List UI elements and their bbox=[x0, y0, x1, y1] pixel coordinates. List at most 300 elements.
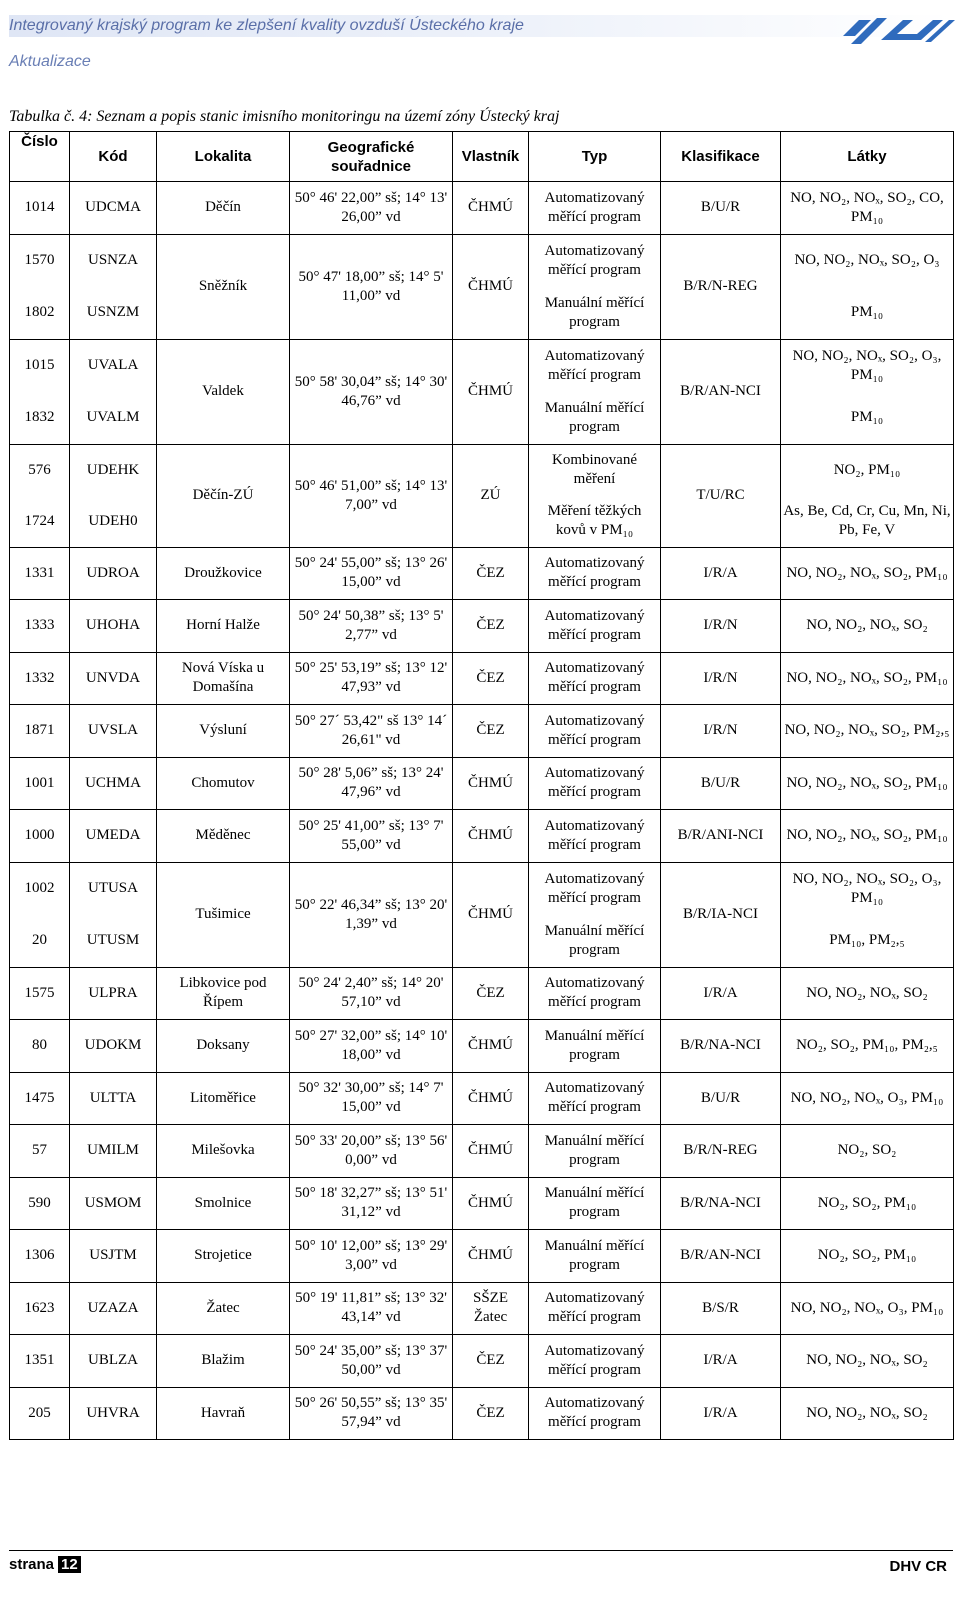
cell-lokalita-text: Smolnice bbox=[194, 1194, 252, 1211]
cell-latky bbox=[781, 967, 954, 1020]
table-row bbox=[10, 810, 954, 863]
cell-vlastnik bbox=[453, 1335, 529, 1388]
cell-lokalita-text: Chomutov bbox=[191, 774, 255, 791]
cell-souradnice bbox=[290, 652, 453, 705]
cell-vlastnik bbox=[453, 182, 529, 235]
cell-lokalita bbox=[157, 1125, 290, 1178]
cell-souradnice bbox=[290, 1125, 453, 1178]
cell-lokalita bbox=[157, 600, 290, 653]
footer-company: DHV CR bbox=[889, 1558, 947, 1575]
cell-klasifikace bbox=[661, 967, 781, 1020]
cell-souradnice-text: 50° 19' 11,81” sš; 13° 32' 43,14” vd bbox=[295, 1290, 447, 1326]
cell-lokalita-text: Havraň bbox=[200, 1404, 246, 1421]
cell-lokalita-text: Tušimice bbox=[195, 906, 251, 922]
cell-kod-text: UHOHA bbox=[85, 617, 141, 634]
cell-souradnice bbox=[290, 1387, 453, 1440]
cell-vlastnik bbox=[453, 1177, 529, 1230]
cell-lokalita bbox=[157, 652, 290, 705]
cell-latky bbox=[781, 182, 954, 235]
cell-vlastnik bbox=[453, 1125, 529, 1178]
cell-lokalita-text: Sněžník bbox=[198, 278, 248, 294]
cell-lokalita bbox=[157, 339, 290, 444]
cell-lokalita bbox=[157, 234, 290, 339]
cell-latky-part: PM₁₀, PM₂,₅ bbox=[829, 932, 905, 948]
cell-kod-text: UMEDA bbox=[85, 827, 141, 844]
col-header-souradnice: Geografické souřadnice bbox=[290, 132, 453, 182]
cell-vlastnik-text: ČHMÚ bbox=[467, 1247, 513, 1264]
cell-kod bbox=[70, 1020, 157, 1073]
cell-latky bbox=[781, 234, 954, 339]
cell-kod bbox=[70, 1125, 157, 1178]
cell-cislo bbox=[10, 339, 70, 444]
cell-klasifikace bbox=[661, 1335, 781, 1388]
cell-kod bbox=[70, 705, 157, 758]
cell-souradnice bbox=[290, 1177, 453, 1230]
table-row bbox=[10, 967, 954, 1020]
cell-typ-text: Automatizovaný měřící program bbox=[544, 975, 645, 1011]
cell-souradnice bbox=[290, 1230, 453, 1283]
table-row bbox=[10, 182, 954, 235]
col-header-kod: Kód bbox=[70, 132, 157, 182]
table-row bbox=[10, 757, 954, 810]
cell-kod bbox=[70, 547, 157, 600]
cell-klasifikace bbox=[661, 1230, 781, 1283]
cell-kod-text: UVSLA bbox=[87, 722, 138, 739]
cell-kod-part: UDEHK bbox=[86, 461, 140, 478]
table-row bbox=[10, 862, 954, 967]
cell-kod bbox=[70, 444, 157, 547]
cell-typ bbox=[529, 705, 661, 758]
cell-lokalita bbox=[157, 705, 290, 758]
cell-klasifikace bbox=[661, 1072, 781, 1125]
cell-cislo-text: 1306 bbox=[24, 1247, 55, 1264]
cell-klasifikace bbox=[661, 1387, 781, 1440]
cell-lokalita bbox=[157, 757, 290, 810]
cell-lokalita-text: Strojetice bbox=[194, 1247, 252, 1264]
cell-kod-part: UTUSM bbox=[86, 932, 140, 948]
cell-vlastnik bbox=[453, 234, 529, 339]
cell-vlastnik-text: ČHMÚ bbox=[467, 1037, 513, 1054]
cell-klasifikace-text: I/R/A bbox=[703, 1352, 738, 1369]
cell-lokalita-text: Doksany bbox=[196, 1037, 250, 1054]
cell-cislo-part: 1832 bbox=[24, 409, 55, 425]
cell-typ-part: Manuální měřící program bbox=[544, 294, 645, 330]
cell-latky bbox=[781, 1072, 954, 1125]
cell-latky bbox=[781, 705, 954, 758]
cell-latky bbox=[781, 1335, 954, 1388]
cell-vlastnik bbox=[453, 600, 529, 653]
cell-vlastnik bbox=[453, 547, 529, 600]
cell-souradnice bbox=[290, 810, 453, 863]
cell-souradnice bbox=[290, 182, 453, 235]
cell-typ-part: Manuální měřící program bbox=[544, 922, 645, 958]
table-caption: Tabulka č. 4: Seznam a popis stanic imisního monitoringu na území zóny Ústecký kraj bbox=[9, 108, 560, 125]
cell-latky-text: NO, NO₂, NOₓ, SO₂ bbox=[806, 1404, 928, 1421]
table-row bbox=[10, 339, 954, 444]
cell-kod-text: UHVRA bbox=[86, 1404, 140, 1421]
cell-lokalita-text: Děčín bbox=[205, 199, 241, 216]
cell-klasifikace-text: B/R/ANI-NCI bbox=[677, 827, 764, 844]
table-row bbox=[10, 1177, 954, 1230]
cell-cislo-part: 1002 bbox=[24, 880, 55, 896]
cell-lokalita bbox=[157, 1020, 290, 1073]
cell-klasifikace-text: B/R/NA-NCI bbox=[680, 1194, 761, 1211]
cell-latky-text: NO, NO₂, NOₓ, SO₂, PM₁₀ bbox=[786, 564, 948, 581]
cell-vlastnik-text: ČHMÚ bbox=[467, 199, 513, 216]
page-indicator bbox=[9, 1556, 81, 1573]
cell-cislo-part: 1570 bbox=[24, 252, 55, 268]
cell-kod-text: UCHMA bbox=[85, 774, 141, 791]
dhv-logo bbox=[837, 14, 957, 48]
cell-lokalita bbox=[157, 967, 290, 1020]
cell-souradnice-text: 50° 33' 20,00” sš; 13° 56' 0,00” vd bbox=[294, 1132, 448, 1168]
cell-vlastnik-text: ČEZ bbox=[476, 564, 505, 581]
cell-typ-text: Automatizovaný měřící program bbox=[544, 1342, 645, 1378]
cell-typ bbox=[529, 757, 661, 810]
cell-cislo bbox=[10, 1020, 70, 1073]
cell-cislo bbox=[10, 967, 70, 1020]
cell-souradnice bbox=[290, 705, 453, 758]
cell-kod-part: USNZM bbox=[86, 304, 140, 320]
cell-typ bbox=[529, 1282, 661, 1335]
cell-vlastnik-text: ČHMÚ bbox=[467, 906, 513, 922]
cell-typ-text: Automatizovaný měřící program bbox=[544, 660, 645, 696]
cell-typ bbox=[529, 1230, 661, 1283]
cell-typ-part: Manuální měřící program bbox=[544, 399, 645, 435]
cell-latky bbox=[781, 757, 954, 810]
cell-typ-text: Automatizovaný měřící program bbox=[544, 555, 645, 591]
cell-kod bbox=[70, 1177, 157, 1230]
cell-typ-text: Manuální měřící program bbox=[544, 1027, 645, 1063]
cell-kod bbox=[70, 234, 157, 339]
cell-cislo bbox=[10, 1282, 70, 1335]
cell-vlastnik-text: ČHMÚ bbox=[467, 383, 513, 399]
cell-typ-part: Automatizovaný měřící program bbox=[544, 242, 645, 278]
cell-lokalita-text: Měděnec bbox=[195, 827, 251, 844]
cell-typ-part: Automatizovaný měřící program bbox=[544, 347, 645, 383]
cell-typ-text: Manuální měřící program bbox=[544, 1237, 645, 1273]
cell-souradnice-text: 50° 10' 12,00” sš; 13° 29' 3,00” vd bbox=[294, 1237, 448, 1273]
cell-klasifikace-text: I/R/N bbox=[703, 669, 738, 686]
cell-cislo-text: 1000 bbox=[24, 827, 55, 844]
cell-lokalita bbox=[157, 1230, 290, 1283]
cell-latky-text: NO, NO₂, NOₓ, O₃, PM₁₀ bbox=[790, 1299, 944, 1316]
cell-souradnice-text: 50° 27´ 53,42" sš 13° 14´ 26,61" vd bbox=[294, 712, 448, 748]
cell-vlastnik-text: ZÚ bbox=[480, 487, 501, 503]
cell-souradnice bbox=[290, 339, 453, 444]
cell-lokalita bbox=[157, 810, 290, 863]
cell-souradnice bbox=[290, 234, 453, 339]
cell-cislo-text: 1871 bbox=[24, 722, 55, 739]
cell-vlastnik-text: ČHMÚ bbox=[467, 1142, 513, 1159]
cell-kod bbox=[70, 810, 157, 863]
cell-vlastnik bbox=[453, 757, 529, 810]
cell-souradnice-text: 50° 47' 18,00” sš; 14° 5' 11,00” vd bbox=[298, 268, 444, 304]
cell-typ bbox=[529, 1072, 661, 1125]
cell-typ bbox=[529, 810, 661, 863]
table-row bbox=[10, 1282, 954, 1335]
cell-latky-text: NO, NO₂, NOₓ, SO₂, CO, PM₁₀ bbox=[790, 189, 944, 225]
cell-souradnice bbox=[290, 1072, 453, 1125]
cell-latky-text: NO, NO₂, NOₓ, SO₂, PM₁₀ bbox=[786, 827, 948, 844]
cell-cislo-part: 1802 bbox=[24, 304, 55, 320]
cell-latky-part: As, Be, Cd, Cr, Cu, Mn, Ni, Pb, Fe, V bbox=[783, 503, 951, 538]
cell-cislo bbox=[10, 1230, 70, 1283]
cell-kod-part: UDEH0 bbox=[88, 512, 138, 529]
cell-vlastnik bbox=[453, 339, 529, 444]
cell-cislo-text: 1575 bbox=[24, 984, 55, 1001]
cell-vlastnik-text: ČEZ bbox=[476, 984, 505, 1001]
cell-souradnice-text: 50° 46' 51,00” sš; 14° 13' 7,00” vd bbox=[294, 477, 448, 513]
cell-latky bbox=[781, 1282, 954, 1335]
cell-cislo-text: 1351 bbox=[24, 1352, 55, 1369]
cell-souradnice bbox=[290, 1335, 453, 1388]
cell-klasifikace bbox=[661, 1177, 781, 1230]
cell-latky bbox=[781, 444, 954, 547]
cell-lokalita bbox=[157, 862, 290, 967]
cell-vlastnik-text: ČEZ bbox=[476, 669, 505, 686]
cell-typ-part: Kombinované měření bbox=[552, 452, 637, 487]
cell-klasifikace bbox=[661, 705, 781, 758]
cell-cislo bbox=[10, 862, 70, 967]
cell-kod bbox=[70, 339, 157, 444]
cell-vlastnik-text: ČEZ bbox=[476, 617, 505, 634]
cell-vlastnik-text: ČEZ bbox=[476, 722, 505, 739]
cell-cislo bbox=[10, 705, 70, 758]
cell-latky-text: NO₂, SO₂, PM₁₀ bbox=[817, 1194, 917, 1211]
cell-vlastnik-text: ČHMÚ bbox=[467, 1089, 513, 1106]
cell-lokalita bbox=[157, 444, 290, 547]
cell-cislo bbox=[10, 810, 70, 863]
cell-lokalita-text: Libkovice pod Řípem bbox=[179, 975, 267, 1011]
cell-souradnice-text: 50° 27' 32,00” sš; 14° 10' 18,00” vd bbox=[294, 1027, 448, 1063]
header-title: Integrovaný krajský program ke zlepšení kvality ovzduší Ústeckého kraje bbox=[9, 17, 524, 34]
cell-cislo-part: 1724 bbox=[24, 512, 55, 529]
cell-klasifikace-text: I/R/A bbox=[703, 984, 738, 1001]
cell-latky bbox=[781, 547, 954, 600]
cell-souradnice-text: 50° 18' 32,27” sš; 13° 51' 31,12” vd bbox=[294, 1185, 448, 1221]
cell-kod-text: ULTTA bbox=[89, 1089, 137, 1106]
cell-kod-text: USJTM bbox=[89, 1247, 137, 1264]
cell-typ bbox=[529, 1125, 661, 1178]
cell-klasifikace bbox=[661, 1282, 781, 1335]
cell-klasifikace-text: B/U/R bbox=[700, 774, 741, 791]
cell-souradnice bbox=[290, 967, 453, 1020]
cell-latky bbox=[781, 652, 954, 705]
cell-cislo-text: 57 bbox=[32, 1142, 47, 1159]
cell-typ-text: Automatizovaný měřící program bbox=[544, 1080, 645, 1116]
cell-latky bbox=[781, 1125, 954, 1178]
cell-klasifikace-text: B/R/NA-NCI bbox=[680, 1037, 761, 1054]
cell-klasifikace-text: B/U/R bbox=[700, 199, 741, 216]
cell-latky-text: NO, NO₂, NOₓ, O₃, PM₁₀ bbox=[790, 1089, 944, 1106]
cell-typ bbox=[529, 967, 661, 1020]
col-header-typ: Typ bbox=[529, 132, 661, 182]
cell-souradnice bbox=[290, 444, 453, 547]
cell-souradnice-text: 50° 46' 22,00” sš; 14° 13' 26,00” vd bbox=[294, 189, 448, 225]
cell-cislo bbox=[10, 1335, 70, 1388]
cell-typ-text: Automatizovaný měřící program bbox=[544, 607, 645, 643]
cell-cislo-part: 576 bbox=[28, 461, 51, 478]
cell-kod-text: UMILM bbox=[87, 1142, 139, 1159]
cell-vlastnik-text: SŠZE Žatec bbox=[472, 1290, 508, 1326]
cell-kod-text: UNVDA bbox=[85, 669, 141, 686]
cell-kod-text: UBLZA bbox=[88, 1352, 138, 1369]
cell-souradnice-text: 50° 22' 46,34” sš; 13° 20' 1,39” vd bbox=[294, 896, 448, 932]
cell-cislo bbox=[10, 600, 70, 653]
cell-latky-part: NO, NO₂, NOₓ, SO₂, O₃, PM₁₀ bbox=[792, 347, 942, 383]
cell-klasifikace bbox=[661, 1125, 781, 1178]
table-row bbox=[10, 1230, 954, 1283]
cell-klasifikace bbox=[661, 234, 781, 339]
cell-klasifikace-text: B/R/N-REG bbox=[683, 1142, 758, 1159]
cell-klasifikace bbox=[661, 1020, 781, 1073]
cell-kod-text: UDROA bbox=[86, 564, 140, 581]
cell-typ bbox=[529, 547, 661, 600]
cell-souradnice bbox=[290, 757, 453, 810]
cell-souradnice-text: 50° 25' 41,00” sš; 13° 7' 55,00” vd bbox=[298, 817, 444, 853]
cell-kod bbox=[70, 652, 157, 705]
cell-typ-text: Automatizovaný měřící program bbox=[544, 817, 645, 853]
cell-souradnice bbox=[290, 547, 453, 600]
cell-souradnice-text: 50° 58' 30,04” sš; 14° 30' 46,76” vd bbox=[294, 373, 448, 409]
cell-kod-text: ULPRA bbox=[88, 984, 138, 1001]
cell-klasifikace-text: B/R/AN-NCI bbox=[680, 1247, 761, 1264]
cell-kod bbox=[70, 967, 157, 1020]
cell-cislo-part: 1015 bbox=[24, 357, 55, 373]
cell-lokalita-text: Horní Halže bbox=[186, 617, 260, 634]
page-number: 12 bbox=[58, 1556, 81, 1573]
cell-latky bbox=[781, 810, 954, 863]
cell-cislo bbox=[10, 182, 70, 235]
cell-kod bbox=[70, 182, 157, 235]
cell-cislo bbox=[10, 1387, 70, 1440]
cell-cislo bbox=[10, 757, 70, 810]
cell-souradnice-text: 50° 24' 2,40” sš; 14° 20' 57,10” vd bbox=[298, 975, 444, 1011]
cell-latky-text: NO, NO₂, NOₓ, SO₂ bbox=[806, 1352, 928, 1369]
cell-klasifikace-text: I/R/A bbox=[703, 564, 738, 581]
cell-typ-text: Automatizovaný měřící program bbox=[544, 712, 645, 748]
cell-lokalita-text: Děčín-ZÚ bbox=[192, 487, 254, 503]
cell-typ bbox=[529, 1387, 661, 1440]
cell-typ bbox=[529, 339, 661, 444]
cell-cislo-text: 1014 bbox=[24, 199, 55, 216]
cell-lokalita-text: Blažim bbox=[201, 1352, 245, 1369]
cell-kod bbox=[70, 757, 157, 810]
cell-kod bbox=[70, 1282, 157, 1335]
cell-cislo-text: 1001 bbox=[24, 774, 55, 791]
cell-latky-text: NO₂, SO₂, PM₁₀, PM₂,₅ bbox=[796, 1037, 938, 1054]
cell-latky-part: NO, NO₂, NOₓ, SO₂, O₃, PM₁₀ bbox=[792, 870, 942, 906]
cell-typ bbox=[529, 1335, 661, 1388]
cell-latky bbox=[781, 862, 954, 967]
cell-typ-part: Měření těžkých kovů v PM₁₀ bbox=[547, 503, 642, 538]
cell-souradnice-text: 50° 25' 53,19” sš; 13° 12' 47,93” vd bbox=[294, 660, 448, 696]
cell-latky-part: NO, NO₂, NOₓ, SO₂, O₃ bbox=[794, 252, 940, 268]
cell-lokalita bbox=[157, 1387, 290, 1440]
cell-kod-part: USNZA bbox=[87, 252, 138, 268]
cell-kod-part: UTUSA bbox=[87, 880, 138, 896]
table-row bbox=[10, 652, 954, 705]
cell-cislo-text: 1331 bbox=[24, 564, 55, 581]
cell-latky-text: NO, NO₂, NOₓ, SO₂, PM₁₀ bbox=[786, 669, 948, 686]
cell-souradnice bbox=[290, 1020, 453, 1073]
cell-klasifikace-text: I/R/A bbox=[703, 1404, 738, 1421]
cell-kod-text: UZAZA bbox=[87, 1299, 139, 1316]
cell-typ bbox=[529, 444, 661, 547]
cell-latky-text: NO₂, SO₂, PM₁₀ bbox=[817, 1247, 917, 1264]
cell-typ-part: Automatizovaný měřící program bbox=[544, 870, 645, 906]
cell-lokalita bbox=[157, 1177, 290, 1230]
cell-lokalita-text: Výsluní bbox=[199, 722, 247, 739]
footer-divider bbox=[9, 1550, 953, 1551]
col-header-latky: Látky bbox=[781, 132, 954, 182]
cell-klasifikace-text: B/R/N-REG bbox=[683, 278, 758, 294]
cell-vlastnik-text: ČHMÚ bbox=[467, 278, 513, 294]
cell-cislo-part: 20 bbox=[32, 932, 47, 948]
cell-kod-part: UVALM bbox=[86, 409, 140, 425]
cell-cislo bbox=[10, 234, 70, 339]
page-label: strana bbox=[9, 1556, 55, 1573]
cell-klasifikace bbox=[661, 862, 781, 967]
cell-lokalita bbox=[157, 1072, 290, 1125]
cell-latky bbox=[781, 1230, 954, 1283]
cell-typ bbox=[529, 182, 661, 235]
cell-lokalita bbox=[157, 1335, 290, 1388]
cell-typ-text: Automatizovaný měřící program bbox=[544, 765, 645, 801]
cell-latky bbox=[781, 1020, 954, 1073]
cell-vlastnik-text: ČHMÚ bbox=[467, 774, 513, 791]
cell-cislo-text: 1333 bbox=[24, 617, 55, 634]
cell-klasifikace bbox=[661, 339, 781, 444]
cell-typ bbox=[529, 234, 661, 339]
cell-vlastnik bbox=[453, 652, 529, 705]
cell-cislo bbox=[10, 1072, 70, 1125]
cell-latky-text: NO, NO₂, NOₓ, SO₂ bbox=[806, 617, 928, 634]
cell-typ-text: Automatizovaný měřící program bbox=[544, 1395, 645, 1431]
cell-cislo bbox=[10, 1125, 70, 1178]
header-subtitle: Aktualizace bbox=[9, 53, 91, 70]
table-row bbox=[10, 705, 954, 758]
cell-souradnice-text: 50° 24' 50,38” sš; 13° 5' 2,77” vd bbox=[298, 607, 444, 643]
cell-vlastnik bbox=[453, 967, 529, 1020]
cell-klasifikace bbox=[661, 182, 781, 235]
table-row bbox=[10, 234, 954, 339]
cell-vlastnik-text: ČHMÚ bbox=[467, 1194, 513, 1211]
table-row bbox=[10, 1335, 954, 1388]
cell-vlastnik-text: ČEZ bbox=[476, 1352, 505, 1369]
cell-latky bbox=[781, 1387, 954, 1440]
table-row bbox=[10, 1125, 954, 1178]
cell-vlastnik bbox=[453, 1020, 529, 1073]
cell-latky bbox=[781, 1177, 954, 1230]
cell-klasifikace bbox=[661, 444, 781, 547]
cell-cislo-text: 205 bbox=[28, 1404, 51, 1421]
cell-klasifikace bbox=[661, 757, 781, 810]
cell-cislo-text: 1332 bbox=[24, 669, 55, 686]
col-header-lokalita: Lokalita bbox=[157, 132, 290, 182]
cell-typ-text: Automatizovaný měřící program bbox=[544, 1290, 645, 1326]
cell-kod bbox=[70, 600, 157, 653]
cell-kod-text: USMOM bbox=[84, 1194, 142, 1211]
cell-kod bbox=[70, 1072, 157, 1125]
cell-vlastnik bbox=[453, 1230, 529, 1283]
cell-lokalita bbox=[157, 182, 290, 235]
cell-typ-text: Automatizovaný měřící program bbox=[544, 189, 645, 225]
cell-latky-part: PM₁₀ bbox=[850, 304, 884, 320]
cell-lokalita bbox=[157, 1282, 290, 1335]
cell-klasifikace-text: B/S/R bbox=[702, 1299, 739, 1316]
